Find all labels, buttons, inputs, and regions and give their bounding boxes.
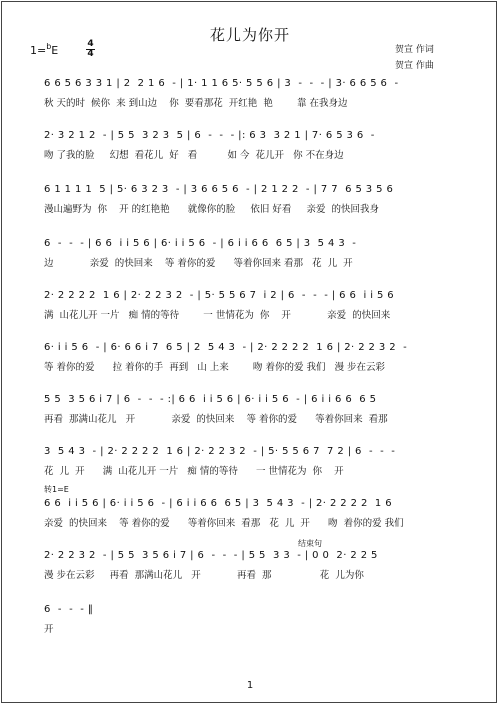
key-prefix: 1= [30,44,47,57]
notation-line: 2· 3 2 1 2 - | 5 5 3 2 3 5 | 6 - - - |: 6 3 3 2 1 | 7· 6 5 3 6 - [44,130,375,141]
lyric-line: 漫 步在云彩 再看 那满山花儿 开 再看 那 花 儿为你 [44,570,364,581]
notation-line: 6 1 1 1 1 5 | 5· 6 3 2 3 - | 3 6 6 5 6 - | 2 1 2 2 - | 7 7 6 5 3 5 6 [44,184,394,195]
notation-line: 2· 2 2 2 2 1 6 | 2· 2 2 3 2 - | 5· 5 5 6 7 i 2 | 6 - - - | 6 6 i i 5 6 [44,290,395,301]
key-signature [30,44,58,57]
score-row-8 [44,446,462,492]
score-row-4 [44,238,462,284]
lyric-line: 漫山遍野为 你 开 的红艳艳 就像你的脸 依旧 好看 亲爱 的快回我身 [44,204,380,215]
ending-phrase-mark: 结束句 [298,539,322,548]
key-flat-sign: b [46,42,52,51]
lyric-line: 花 儿 开 满 山花儿开 一片 痴 情的等待 一 世情花为 你 开 [44,466,344,477]
notation-line: 2· 2 2 3 2 - | 5 5 3 5 6 i 7 | 6 - - - | 5 5 3 3 - | 0 0 2· 2 2 5 [44,550,378,561]
key-note: E [51,44,59,57]
lyric-line: 边 亲爱 的快回来 等 着你的爱 等着你回来 看那 花 儿 开 [44,258,353,269]
notation-line: 6 6 i i 5 6 | 6· i i 5 6 - | 6 i i 6 6 6 5 | 3 5 4 3 - | 2· 2 2 2 2 1 6 [44,498,393,509]
lyric-line: 秋 天的时 候你 来 到山边 你 要看那花 开红艳 艳 靠 在我身边 [44,98,348,109]
score-row-2 [44,130,462,176]
score-row-3 [44,184,462,230]
song-title: 花儿为你开 [209,26,290,44]
time-signature [86,40,95,59]
score-row-6 [44,342,462,388]
composer-credit: 贺宣 作曲 [395,61,434,71]
page-number: 1 [246,680,254,691]
notation-line: 6 6 5 6 3 3 1 | 2 2 1 6 - | 1· 1 1 6 5· 5 5 6 | 3 - - - | 3· 6 6 5 6 - [44,78,399,89]
lyric-line: 亲爱 的快回来 等 着你的爱 等着你回来 看那 花 儿 开 吻 着你的爱 我们 [44,518,404,529]
lyric-line: 满 山花儿开 一片 痴 情的等待 一 世情花为 你 开 亲爱 的快回来 [44,310,391,321]
lyric-line: 吻 了我的脸 幻想 看花儿 好 看 如 今 花儿开 你 不在身边 [44,150,344,161]
score-row-11 [44,604,462,650]
score-row-1 [44,78,462,124]
score-row-9 [44,498,462,544]
lyric-line: 等 着你的爱 拉 着你的手 再到 山 上来 吻 着你的爱 我们 漫 步在云彩 [44,362,386,373]
score-row-10 [44,550,462,596]
notation-line: 6 - - - | 6 6 i i 5 6 | 6· i i 5 6 - | 6 i i 6 6 6 5 | 3 5 4 3 - [44,238,357,249]
lyric-line: 再看 那满山花儿 开 亲爱 的快回来 等 着你的爱 等着你回来 看那 [44,414,388,425]
notation-line: 6· i i 5 6 - | 6· 6 6 i 7 6 5 | 2 5 4 3 - | 2· 2 2 2 2 1 6 | 2· 2 2 3 2 - [44,342,408,353]
time-signature-top: 4 [87,39,94,49]
notation-line: 3 5 4 3 - | 2· 2 2 2 2 1 6 | 2· 2 2 3 2 - | 5· 5 5 6 7 7 2 | 6 - - - [44,446,396,457]
notation-line: 6 - - - ‖ [44,604,94,615]
time-signature-bottom: 4 [87,49,94,59]
notation-line: 5 5 3 5 6 i 7 | 6 - - - :| 6 6 i i 5 6 | 6· i i 5 6 - | 6 i i 6 6 6 5 [44,394,377,405]
lyricist-credit: 贺宣 作词 [395,45,434,55]
modulation-mark: 转1=E [44,485,69,494]
score-row-7 [44,394,462,440]
lyric-line: 开 [44,624,54,635]
score-row-5 [44,290,462,336]
